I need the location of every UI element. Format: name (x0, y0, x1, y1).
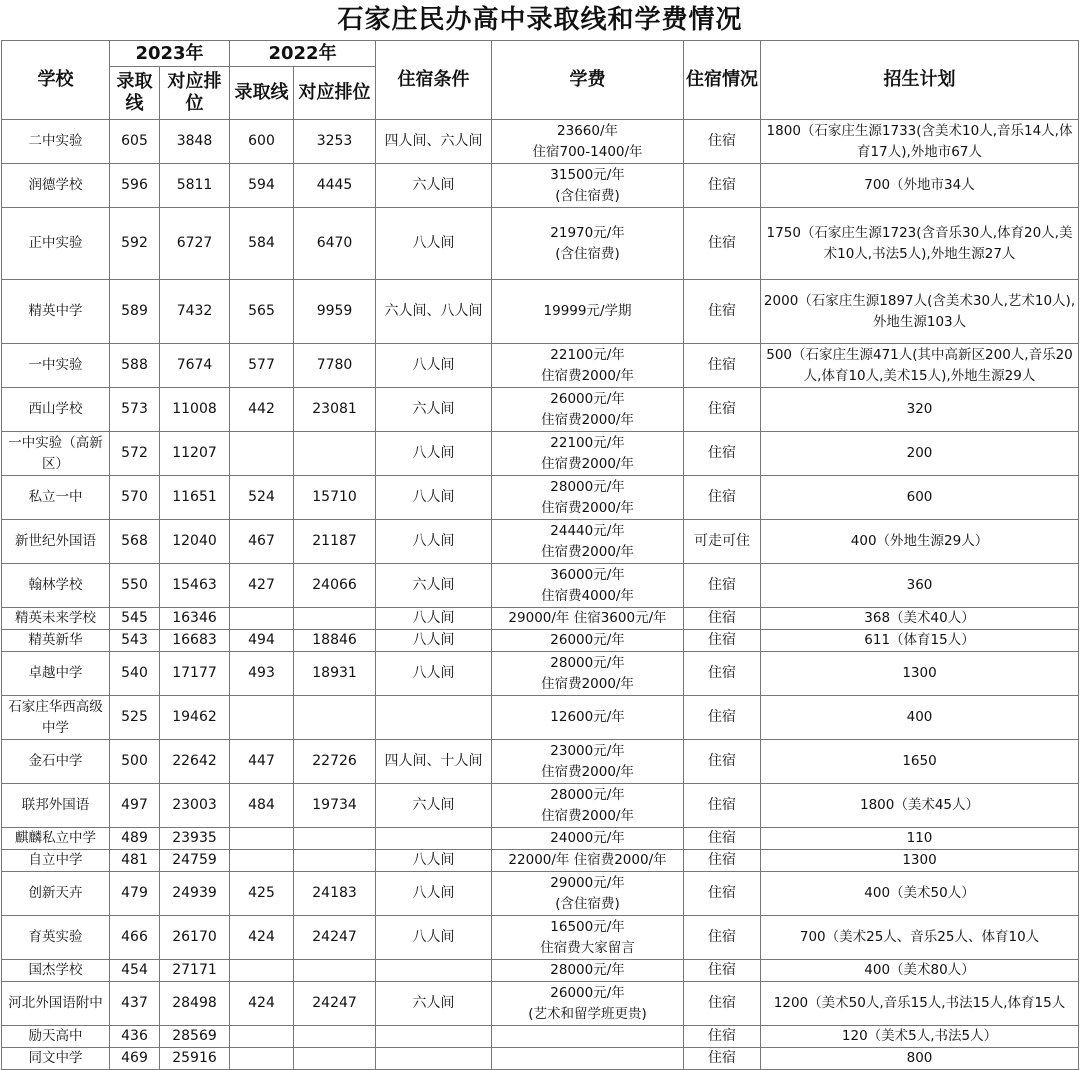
table-row (2, 1048, 1079, 1070)
room-cell: 八人间 (376, 520, 492, 564)
school-cell: 正中实验 (2, 208, 110, 280)
live-cell: 住宿 (684, 608, 761, 630)
plan-cell: 700（外地市34人 (761, 164, 1079, 208)
rank-2022-cell (294, 1026, 376, 1048)
table-row (2, 388, 1079, 432)
plan-cell: 1200（美术50人,音乐15人,书法15人,体育15人 (761, 982, 1079, 1026)
fee-line-1: 28000元/年 (550, 654, 625, 671)
live-cell: 住宿 (684, 740, 761, 784)
fee-line-1: 24000元/年 (550, 830, 625, 846)
table-row (2, 982, 1079, 1026)
table-row (2, 344, 1079, 388)
school-cell: 二中实验 (2, 120, 110, 164)
fee-cell (492, 872, 684, 916)
room-cell: 八人间 (376, 208, 492, 280)
rank-2023-cell: 3848 (160, 120, 230, 164)
score-2022-cell (230, 1048, 294, 1070)
fee-line-2: (含住宿费) (555, 187, 620, 204)
score-2023-cell: 479 (110, 872, 160, 916)
room-cell (376, 1026, 492, 1048)
score-2022-cell (230, 432, 294, 476)
header-2022: 2022年 (230, 41, 376, 67)
plan-cell: 368（美术40人） (761, 608, 1079, 630)
score-2023-cell: 545 (110, 608, 160, 630)
fee-line-2: 住宿700-1400/年 (532, 143, 643, 160)
rank-2022-cell (294, 608, 376, 630)
fee-line-1: 21970元/年 (550, 224, 625, 241)
room-cell (376, 1048, 492, 1070)
score-2022-cell: 442 (230, 388, 294, 432)
plan-cell: 400（外地生源29人） (761, 520, 1079, 564)
fee-line-2: (含住宿费) (555, 245, 620, 262)
rank-2022-cell: 15710 (294, 476, 376, 520)
rank-2022-cell: 7780 (294, 344, 376, 388)
plan-cell: 500（石家庄生源471人(其中高新区200人,音乐20人,体育10人,美术15人),外地生源29人 (761, 344, 1079, 388)
header-score-2022: 录取线 (230, 67, 294, 120)
live-cell: 住宿 (684, 344, 761, 388)
fee-cell (492, 916, 684, 960)
table-row (2, 432, 1079, 476)
fee-cell (492, 740, 684, 784)
plan-cell: 320 (761, 388, 1079, 432)
live-cell: 住宿 (684, 784, 761, 828)
room-cell: 八人间 (376, 850, 492, 872)
room-cell (376, 696, 492, 740)
fee-line-1: 26000元/年 (550, 390, 625, 407)
header-live: 住宿情况 (684, 41, 761, 120)
score-2022-cell: 467 (230, 520, 294, 564)
plan-cell: 1800（石家庄生源1733(含美术10人,音乐14人,体育17人),外地市67人 (761, 120, 1079, 164)
rank-2022-cell: 6470 (294, 208, 376, 280)
school-cell: 翰林学校 (2, 564, 110, 608)
fee-line-2: 住宿费2000/年 (541, 411, 634, 428)
fee-cell (492, 388, 684, 432)
table-body (2, 120, 1079, 1070)
header-school: 学校 (2, 41, 110, 120)
score-2023-cell: 436 (110, 1026, 160, 1048)
live-cell: 住宿 (684, 120, 761, 164)
fee-cell (492, 208, 684, 280)
fee-line-1: 22000/年 住宿费2000/年 (508, 852, 667, 868)
score-2023-cell: 489 (110, 828, 160, 850)
plan-cell: 400（美术50人） (761, 872, 1079, 916)
score-2023-cell: 588 (110, 344, 160, 388)
fee-line-2: (艺术和留学班更贵) (528, 1005, 647, 1022)
score-2023-cell: 589 (110, 280, 160, 344)
fee-line-2: 住宿费2000/年 (541, 543, 634, 560)
live-cell: 住宿 (684, 388, 761, 432)
school-cell: 卓越中学 (2, 652, 110, 696)
fee-line-2: 住宿费2000/年 (541, 455, 634, 472)
school-cell: 金石中学 (2, 740, 110, 784)
table-header (2, 41, 1079, 120)
fee-line-1: 29000元/年 (550, 874, 625, 891)
fee-cell (492, 164, 684, 208)
rank-2022-cell: 9959 (294, 280, 376, 344)
rank-2023-cell: 24939 (160, 872, 230, 916)
plan-cell: 1300 (761, 850, 1079, 872)
score-2023-cell: 525 (110, 696, 160, 740)
fee-cell (492, 1048, 684, 1070)
score-2023-cell: 605 (110, 120, 160, 164)
score-2022-cell: 484 (230, 784, 294, 828)
fee-line-2: (含住宿费) (555, 895, 620, 912)
room-cell: 六人间 (376, 564, 492, 608)
header-rank-2022: 对应排位 (294, 67, 376, 120)
room-cell: 四人间、十人间 (376, 740, 492, 784)
rank-2022-cell: 23081 (294, 388, 376, 432)
header-fee: 学费 (492, 41, 684, 120)
rank-2022-cell (294, 696, 376, 740)
live-cell: 住宿 (684, 982, 761, 1026)
header-rank-2023: 对应排位 (160, 67, 230, 120)
score-2022-cell: 494 (230, 630, 294, 652)
rank-2023-cell: 11207 (160, 432, 230, 476)
school-cell: 励天高中 (2, 1026, 110, 1048)
rank-2022-cell: 24066 (294, 564, 376, 608)
fee-cell (492, 652, 684, 696)
room-cell: 八人间 (376, 344, 492, 388)
fee-line-1: 28000元/年 (550, 478, 625, 495)
fee-line-1: 22100元/年 (550, 346, 625, 363)
score-2023-cell: 592 (110, 208, 160, 280)
fee-cell (492, 120, 684, 164)
score-2022-cell: 584 (230, 208, 294, 280)
fee-line-2: 住宿费2000/年 (541, 675, 634, 692)
table-row (2, 164, 1079, 208)
table-row (2, 740, 1079, 784)
school-cell: 同文中学 (2, 1048, 110, 1070)
plan-cell: 1800（美术45人） (761, 784, 1079, 828)
rank-2022-cell (294, 850, 376, 872)
table-row (2, 280, 1079, 344)
score-2022-cell: 424 (230, 916, 294, 960)
rank-2022-cell: 24183 (294, 872, 376, 916)
score-2022-cell: 565 (230, 280, 294, 344)
fee-line-1: 36000元/年 (550, 566, 625, 583)
plan-cell: 120（美术5人,书法5人） (761, 1026, 1079, 1048)
score-2022-cell (230, 850, 294, 872)
live-cell: 住宿 (684, 828, 761, 850)
rank-2023-cell: 5811 (160, 164, 230, 208)
fee-line-1: 23660/年 (557, 122, 619, 139)
rank-2023-cell: 22642 (160, 740, 230, 784)
table-row (2, 652, 1079, 696)
rank-2023-cell: 16683 (160, 630, 230, 652)
rank-2023-cell: 23935 (160, 828, 230, 850)
room-cell: 八人间 (376, 608, 492, 630)
rank-2022-cell (294, 828, 376, 850)
score-2022-cell (230, 960, 294, 982)
live-cell: 住宿 (684, 208, 761, 280)
score-2022-cell (230, 608, 294, 630)
fee-cell (492, 982, 684, 1026)
score-2023-cell: 596 (110, 164, 160, 208)
room-cell: 八人间 (376, 432, 492, 476)
rank-2023-cell: 6727 (160, 208, 230, 280)
school-cell: 润德学校 (2, 164, 110, 208)
plan-cell: 600 (761, 476, 1079, 520)
fee-cell (492, 784, 684, 828)
fee-line-1: 19999元/学期 (543, 303, 632, 319)
table-row (2, 608, 1079, 630)
fee-cell (492, 608, 684, 630)
rank-2023-cell: 7674 (160, 344, 230, 388)
live-cell: 住宿 (684, 850, 761, 872)
admission-table (1, 40, 1079, 1070)
fee-cell (492, 432, 684, 476)
room-cell: 八人间 (376, 872, 492, 916)
score-2022-cell: 427 (230, 564, 294, 608)
score-2022-cell (230, 696, 294, 740)
school-cell: 一中实验 (2, 344, 110, 388)
live-cell: 住宿 (684, 916, 761, 960)
room-cell: 六人间 (376, 164, 492, 208)
fee-cell (492, 344, 684, 388)
table-row (2, 630, 1079, 652)
table-row (2, 828, 1079, 850)
table-row (2, 696, 1079, 740)
plan-cell: 611（体育15人） (761, 630, 1079, 652)
table-row (2, 520, 1079, 564)
fee-line-2: 住宿费2000/年 (541, 499, 634, 516)
live-cell: 住宿 (684, 564, 761, 608)
school-cell: 一中实验（高新区） (2, 432, 110, 476)
live-cell: 可走可住 (684, 520, 761, 564)
plan-cell: 1750（石家庄生源1723(含音乐30人,体育20人,美术10人,书法5人),外地生源27人 (761, 208, 1079, 280)
table-row (2, 784, 1079, 828)
fee-line-1: 24440元/年 (550, 522, 625, 539)
rank-2023-cell: 28498 (160, 982, 230, 1026)
rank-2022-cell (294, 1048, 376, 1070)
plan-cell: 1650 (761, 740, 1079, 784)
score-2022-cell: 594 (230, 164, 294, 208)
rank-2022-cell: 19734 (294, 784, 376, 828)
fee-line-1: 22100元/年 (550, 434, 625, 451)
room-cell: 六人间 (376, 784, 492, 828)
fee-cell (492, 564, 684, 608)
table-row (2, 916, 1079, 960)
rank-2023-cell: 19462 (160, 696, 230, 740)
header-2023: 2023年 (110, 41, 230, 67)
room-cell: 四人间、六人间 (376, 120, 492, 164)
rank-2023-cell: 27171 (160, 960, 230, 982)
score-2023-cell: 572 (110, 432, 160, 476)
fee-cell (492, 476, 684, 520)
fee-cell (492, 850, 684, 872)
school-cell: 精英新华 (2, 630, 110, 652)
fee-line-1: 23000元/年 (550, 742, 625, 759)
table-row (2, 564, 1079, 608)
rank-2023-cell: 25916 (160, 1048, 230, 1070)
room-cell: 八人间 (376, 916, 492, 960)
live-cell: 住宿 (684, 1048, 761, 1070)
score-2022-cell: 524 (230, 476, 294, 520)
fee-line-2: 住宿费大家留言 (540, 939, 635, 956)
rank-2022-cell: 24247 (294, 982, 376, 1026)
school-cell: 自立中学 (2, 850, 110, 872)
score-2022-cell (230, 1026, 294, 1048)
header-score-2023: 录取线 (110, 67, 160, 120)
rank-2023-cell: 16346 (160, 608, 230, 630)
rank-2022-cell: 18846 (294, 630, 376, 652)
school-cell: 联邦外国语 (2, 784, 110, 828)
fee-cell (492, 280, 684, 344)
live-cell: 住宿 (684, 280, 761, 344)
score-2023-cell: 568 (110, 520, 160, 564)
room-cell: 六人间 (376, 388, 492, 432)
rank-2023-cell: 17177 (160, 652, 230, 696)
rank-2023-cell: 12040 (160, 520, 230, 564)
rank-2023-cell: 11008 (160, 388, 230, 432)
rank-2022-cell: 4445 (294, 164, 376, 208)
room-cell: 六人间、八人间 (376, 280, 492, 344)
rank-2022-cell: 24247 (294, 916, 376, 960)
fee-line-2: 住宿费2000/年 (541, 763, 634, 780)
table-row (2, 208, 1079, 280)
school-cell: 精英未来学校 (2, 608, 110, 630)
live-cell: 住宿 (684, 872, 761, 916)
rank-2023-cell: 26170 (160, 916, 230, 960)
school-cell: 西山学校 (2, 388, 110, 432)
rank-2022-cell: 22726 (294, 740, 376, 784)
table-row (2, 850, 1079, 872)
room-cell: 八人间 (376, 652, 492, 696)
table-row (2, 1026, 1079, 1048)
school-cell: 精英中学 (2, 280, 110, 344)
fee-cell (492, 1026, 684, 1048)
room-cell: 八人间 (376, 630, 492, 652)
rank-2023-cell: 7432 (160, 280, 230, 344)
plan-cell: 400（美术80人） (761, 960, 1079, 982)
score-2022-cell: 424 (230, 982, 294, 1026)
fee-line-1: 29000/年 住宿3600元/年 (508, 610, 667, 626)
score-2023-cell: 543 (110, 630, 160, 652)
room-cell (376, 828, 492, 850)
score-2023-cell: 454 (110, 960, 160, 982)
rank-2023-cell: 23003 (160, 784, 230, 828)
fee-line-1: 16500元/年 (550, 918, 625, 935)
score-2023-cell: 500 (110, 740, 160, 784)
fee-cell (492, 960, 684, 982)
fee-line-1: 12600元/年 (550, 709, 625, 725)
plan-cell: 110 (761, 828, 1079, 850)
score-2023-cell: 550 (110, 564, 160, 608)
rank-2022-cell (294, 432, 376, 476)
score-2023-cell: 497 (110, 784, 160, 828)
fee-cell (492, 520, 684, 564)
score-2022-cell: 425 (230, 872, 294, 916)
score-2023-cell: 570 (110, 476, 160, 520)
school-cell: 创新天卉 (2, 872, 110, 916)
plan-cell: 200 (761, 432, 1079, 476)
plan-cell: 1300 (761, 652, 1079, 696)
school-cell: 石家庄华西高级中学 (2, 696, 110, 740)
score-2023-cell: 573 (110, 388, 160, 432)
score-2022-cell: 493 (230, 652, 294, 696)
live-cell: 住宿 (684, 432, 761, 476)
table-row (2, 960, 1079, 982)
live-cell: 住宿 (684, 1026, 761, 1048)
plan-cell: 800 (761, 1048, 1079, 1070)
room-cell (376, 960, 492, 982)
score-2023-cell: 469 (110, 1048, 160, 1070)
plan-cell: 400 (761, 696, 1079, 740)
fee-line-1: 28000元/年 (550, 786, 625, 803)
rank-2022-cell: 21187 (294, 520, 376, 564)
score-2023-cell: 466 (110, 916, 160, 960)
live-cell: 住宿 (684, 652, 761, 696)
rank-2023-cell: 24759 (160, 850, 230, 872)
table-row (2, 476, 1079, 520)
score-2023-cell: 481 (110, 850, 160, 872)
fee-line-2: 住宿费2000/年 (541, 807, 634, 824)
plan-cell: 360 (761, 564, 1079, 608)
rank-2022-cell: 3253 (294, 120, 376, 164)
table-row (2, 872, 1079, 916)
live-cell: 住宿 (684, 960, 761, 982)
table-row (2, 120, 1079, 164)
rank-2023-cell: 11651 (160, 476, 230, 520)
fee-line-2: 住宿费4000/年 (541, 587, 634, 604)
fee-line-1: 26000元/年 (550, 984, 625, 1001)
rank-2023-cell: 15463 (160, 564, 230, 608)
fee-line-1: 28000元/年 (550, 962, 625, 978)
fee-line-1: 26000元/年 (550, 632, 625, 648)
score-2022-cell: 577 (230, 344, 294, 388)
school-cell: 麒麟私立中学 (2, 828, 110, 850)
school-cell: 新世纪外国语 (2, 520, 110, 564)
rank-2022-cell (294, 960, 376, 982)
fee-cell (492, 696, 684, 740)
score-2023-cell: 437 (110, 982, 160, 1026)
fee-line-2: 住宿费2000/年 (541, 367, 634, 384)
live-cell: 住宿 (684, 696, 761, 740)
plan-cell: 2000（石家庄生源1897人(含美术30人,艺术10人),外地生源103人 (761, 280, 1079, 344)
fee-line-1: 31500元/年 (550, 166, 625, 183)
school-cell: 私立一中 (2, 476, 110, 520)
header-plan: 招生计划 (761, 41, 1079, 120)
score-2023-cell: 540 (110, 652, 160, 696)
header-room: 住宿条件 (376, 41, 492, 120)
room-cell: 八人间 (376, 476, 492, 520)
rank-2023-cell: 28569 (160, 1026, 230, 1048)
live-cell: 住宿 (684, 630, 761, 652)
school-cell: 河北外国语附中 (2, 982, 110, 1026)
school-cell: 国杰学校 (2, 960, 110, 982)
score-2022-cell (230, 828, 294, 850)
school-cell: 育英实验 (2, 916, 110, 960)
score-2022-cell: 447 (230, 740, 294, 784)
live-cell: 住宿 (684, 476, 761, 520)
room-cell: 六人间 (376, 982, 492, 1026)
score-2022-cell: 600 (230, 120, 294, 164)
fee-cell (492, 828, 684, 850)
rank-2022-cell: 18931 (294, 652, 376, 696)
fee-cell (492, 630, 684, 652)
plan-cell: 700（美术25人、音乐25人、体育10人 (761, 916, 1079, 960)
live-cell: 住宿 (684, 164, 761, 208)
page-title: 石家庄民办高中录取线和学费情况 (337, 5, 743, 35)
